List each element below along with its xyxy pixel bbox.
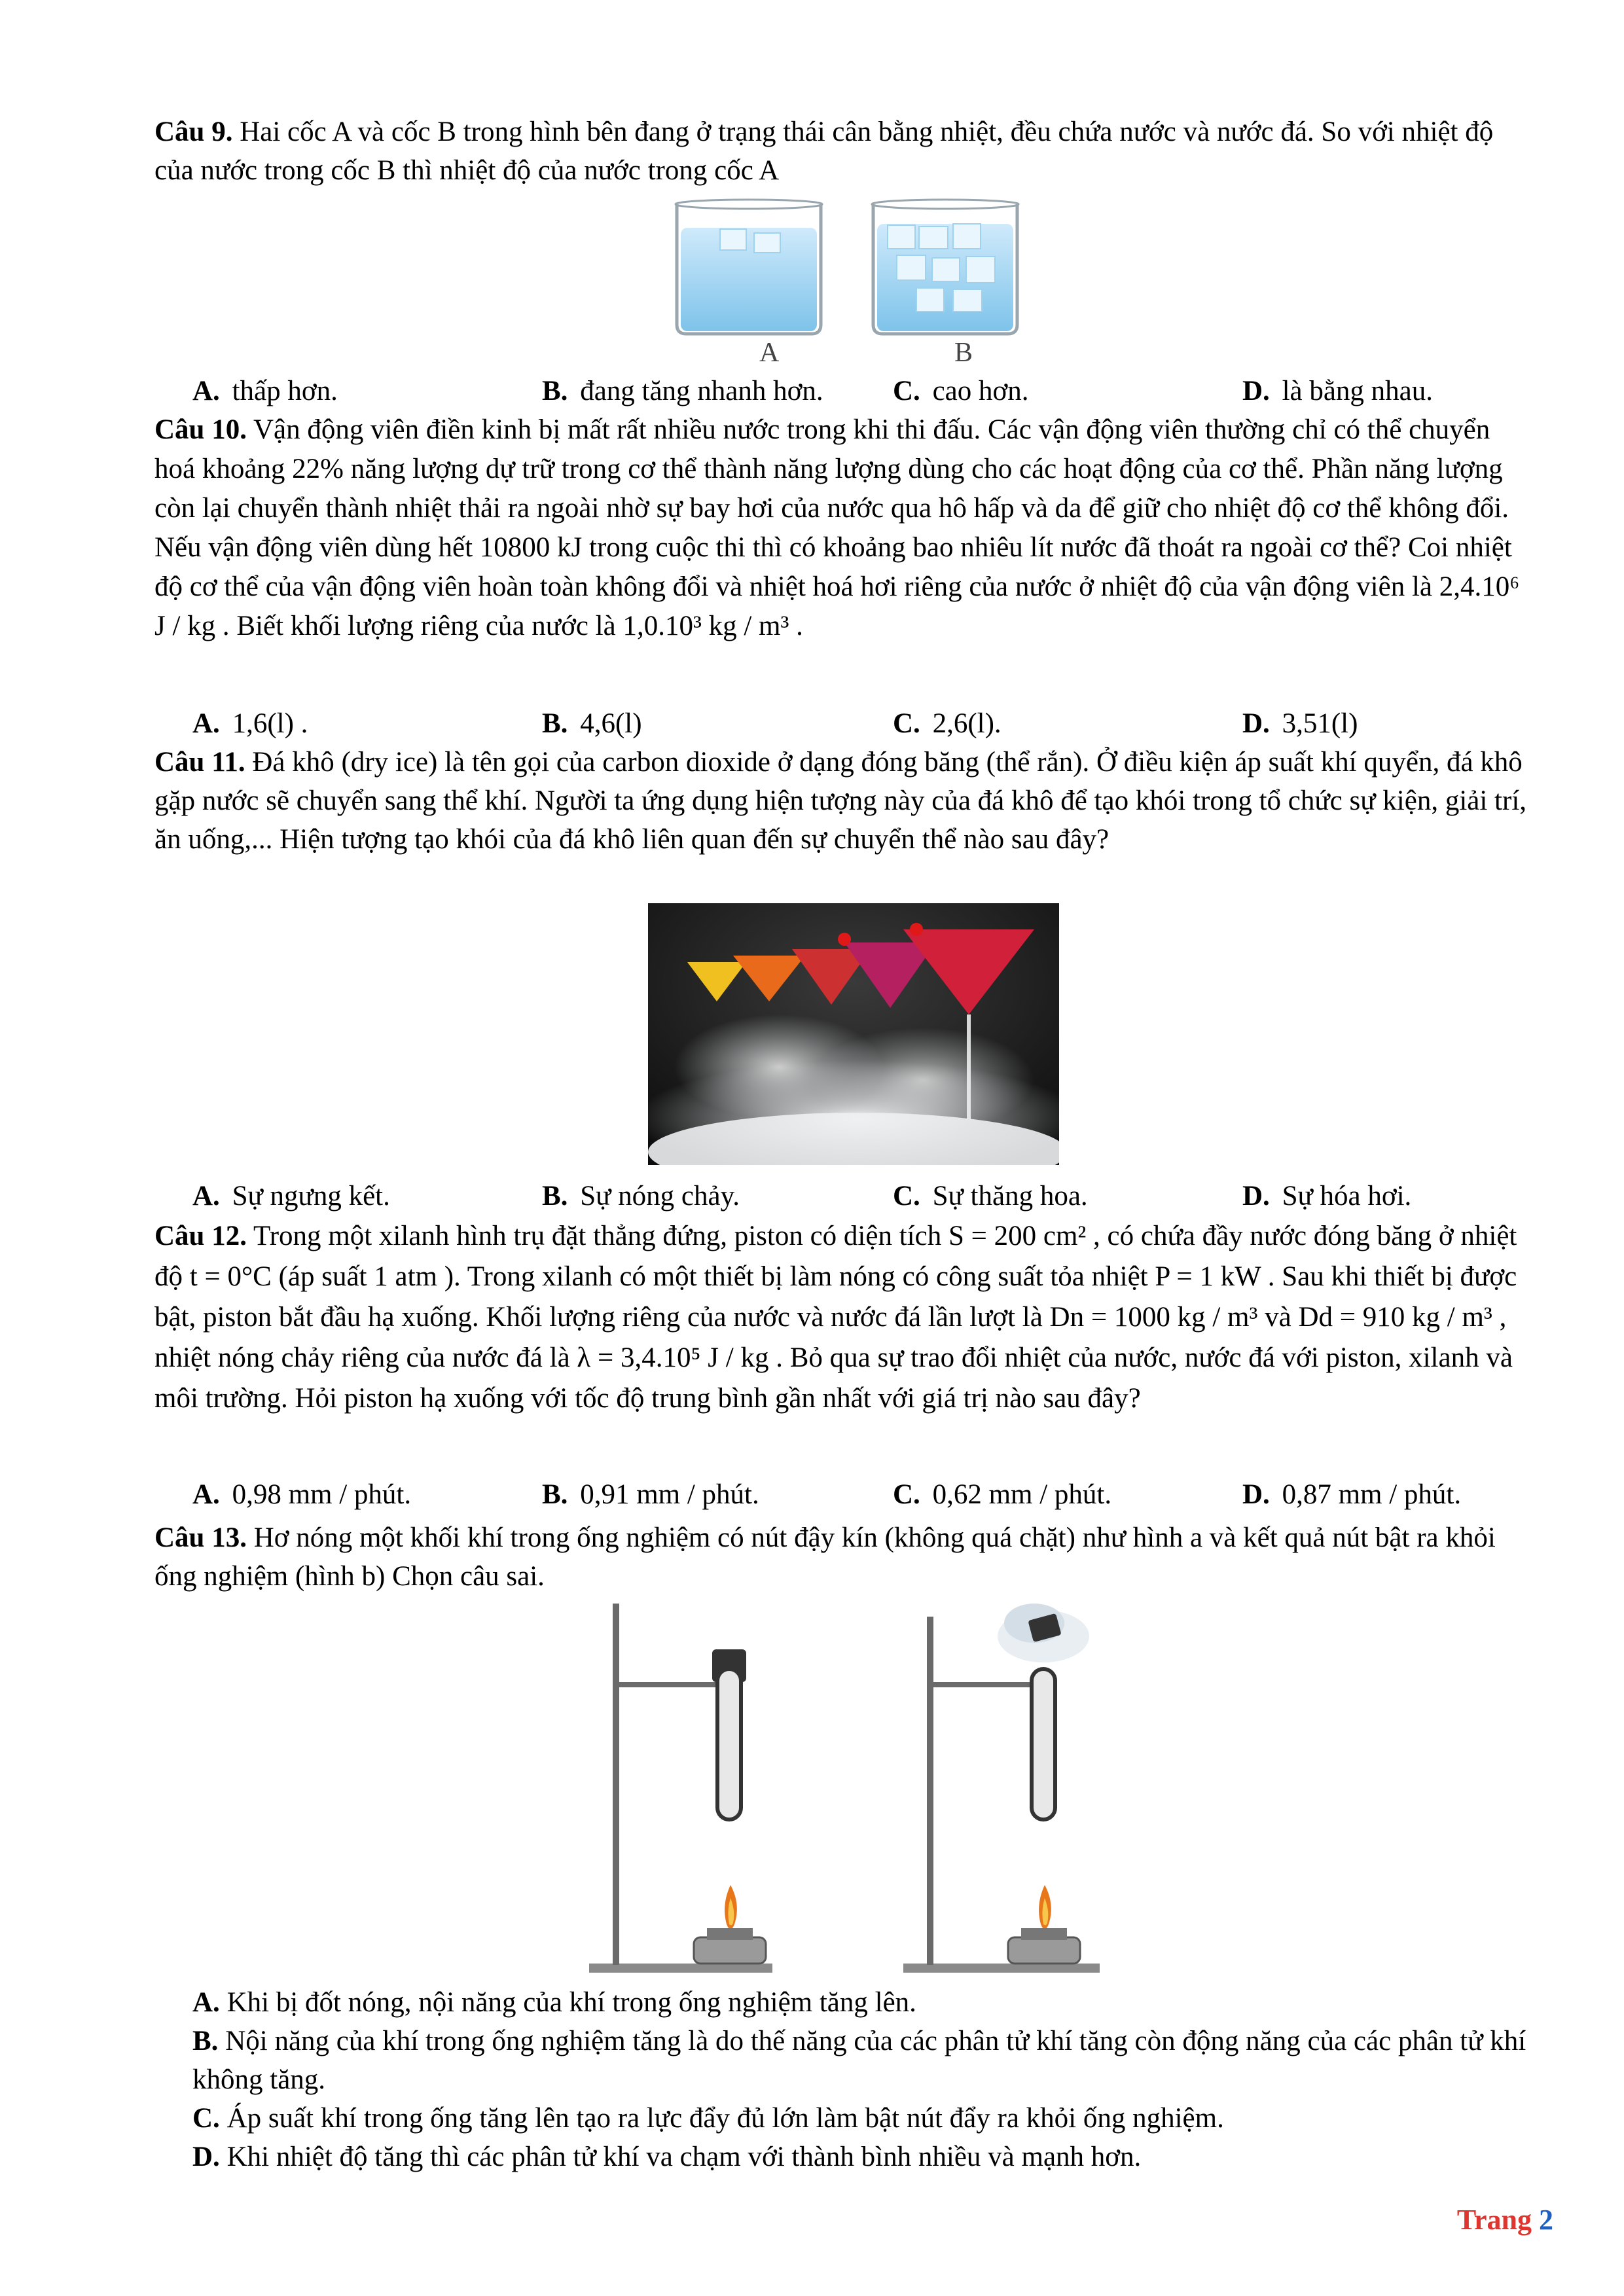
setup-a (589, 1604, 772, 1973)
option-d: D. là bằng nhau. (1242, 376, 1434, 406)
ice-cube (916, 288, 944, 312)
ice-cube (897, 255, 926, 280)
question-11 (154, 743, 1529, 859)
question-label: Câu 10. (154, 414, 247, 445)
option-d: D. 3,51(l) (1242, 708, 1358, 739)
option-c: C. cao hơn. (893, 376, 1029, 406)
page-footer (1457, 2203, 1553, 2236)
option-c: C. Áp suất khí trong ống tăng lên tạo ra lực đẩy đủ lớn làm bật nút đẩy ra khỏi ống nghiệm. (192, 2103, 1224, 2134)
question-12 (154, 1216, 1529, 1419)
dry-ice-cocktail-photo (648, 903, 1059, 1165)
beaker-b (872, 200, 1019, 334)
question-9 (154, 113, 1529, 190)
question-13 (154, 1518, 1529, 1596)
ice-cube (919, 226, 948, 249)
question-label: Câu 12. (154, 1221, 247, 1251)
option-c: C. Sự thăng hoa. (893, 1181, 1088, 1211)
option-b: B. 0,91 mm / phút. (542, 1479, 759, 1510)
question-text: Hai cốc A và cốc B trong hình bên đang ở trạng thái cân bằng nhiệt, đều chứa nước và nước đá. So với nhiệt độ của nước trong cốc B thì nhiệt độ của nước trong cốc A (154, 117, 1494, 186)
option-a: A. 1,6(l) . (192, 708, 308, 739)
option-b: B. 4,6(l) (542, 708, 642, 739)
ice-cube (953, 289, 982, 312)
option-a: A. 0,98 mm / phút. (192, 1479, 412, 1510)
q10-options (192, 704, 1541, 743)
question-label: Câu 9. (154, 117, 233, 147)
option-a: A. Khi bị đốt nóng, nội năng của khí trong ống nghiệm tăng lên. (192, 1987, 916, 2018)
option-d: D. Khi nhiệt độ tăng thì các phân tử khí va chạm với thành bình nhiều và mạnh hơn. (192, 2142, 1142, 2172)
question-label: Câu 11. (154, 747, 245, 778)
question-label: Câu 13. (154, 1522, 247, 1553)
ice-cube (720, 229, 746, 250)
footer-word: Trang (1456, 2204, 1532, 2236)
ice-cube (888, 225, 915, 249)
option-a: A. thấp hơn. (192, 376, 338, 406)
q13-options (192, 1983, 1541, 2176)
page-number: 2 (1539, 2204, 1553, 2236)
ice-cube (932, 258, 960, 281)
beakers-figure (668, 196, 1034, 367)
option-a: A. Sự ngưng kết. (192, 1181, 390, 1211)
ice-cube (953, 224, 981, 249)
option-c: C. 0,62 mm / phút. (893, 1479, 1112, 1510)
question-text: Đá khô (dry ice) là tên gọi của carbon dioxide ở dạng đóng băng (thể rắn). Ở điều kiện áp suất khí quyển, đá khô gặp nước sẽ chuyển sang thể khí. Người ta ứng dụng hiện tượng này của đá khô để tạo khói trong tổ chức sự kiện, giải trí, ăn uống,... Hiện tượng tạo khói của đá khô liên quan đến sự chuyển thể nào sau đây? (154, 747, 1527, 855)
setup-b (903, 1604, 1100, 1973)
q9-options (192, 372, 1541, 410)
beaker-a (676, 200, 822, 334)
q11-options (192, 1177, 1541, 1215)
question-10 (154, 410, 1529, 646)
option-b: B. Nội năng của khí trong ống nghiệm tăng là do thế năng của các phân tử khí tăng còn động năng của các phân tử khí không tăng. (192, 2026, 1526, 2095)
beaker-a-label: A (759, 338, 780, 367)
ice-cube (754, 233, 780, 253)
option-b: B. đang tăng nhanh hơn. (542, 376, 823, 406)
option-b: B. Sự nóng chảy. (542, 1181, 740, 1211)
option-d: D. Sự hóa hơi. (1242, 1181, 1412, 1211)
ice-cube (966, 257, 995, 283)
option-d: D. 0,87 mm / phút. (1242, 1479, 1462, 1510)
option-c: C. 2,6(l). (893, 708, 1001, 739)
question-text: Hơ nóng một khối khí trong ống nghiệm có nút đậy kín (không quá chặt) như hình a và kết quả nút bật ra khỏi ống nghiệm (hình b) Chọn câu sai. (154, 1522, 1496, 1592)
q12-options (192, 1475, 1541, 1514)
test-tube-heating-figure (576, 1597, 1119, 1983)
question-text: Vận động viên điền kinh bị mất rất nhiều nước trong khi thi đấu. Các vận động viên thường chỉ có thể chuyển hoá khoảng 22% năng lượng dự trữ trong cơ thể thành năng lượng dùng cho các hoạt động của cơ thể. Phần năng lượng còn lại chuyển thành nhiệt thải ra ngoài nhờ sự bay hơi của nước qua hô hấp và da để giữ cho nhiệt độ cơ thể không đổi. Nếu vận động viên dùng hết 10800 kJ trong cuộc thi thì có khoảng bao nhiêu lít nước đã thoát ra ngoài cơ thể? Coi nhiệt độ cơ thể của vận động viên hoàn toàn không đổi và nhiệt hoá hơi riêng của nước ở nhiệt độ của vận động viên là 2,4.10⁶ J / kg . Biết khối lượng riêng của nước là 1,0.10³ kg / m³ . (154, 414, 1520, 641)
question-text: Trong một xilanh hình trụ đặt thẳng đứng, piston có diện tích S = 200 cm² , có chứa đầy nước đóng băng ở nhiệt độ t = 0°C (áp suất 1 atm ). Trong xilanh có một thiết bị làm nóng có công suất tỏa nhiệt P = 1 kW . Sau khi thiết bị được bật, piston bắt đầu hạ xuống. Khối lượng riêng của nước và nước đá lần lượt là Dn = 1000 kg / m³ và Dd = 910 kg / m³ , nhiệt nóng chảy riêng của nước đá là λ = 3,4.10⁵ J / kg . Bỏ qua sự trao đổi nhiệt của nước, nước đá với piston, xilanh và môi trường. Hỏi piston hạ xuống với tốc độ trung bình gần nhất với giá trị nào sau đây? (154, 1221, 1517, 1414)
beaker-b-label: B (954, 338, 973, 367)
